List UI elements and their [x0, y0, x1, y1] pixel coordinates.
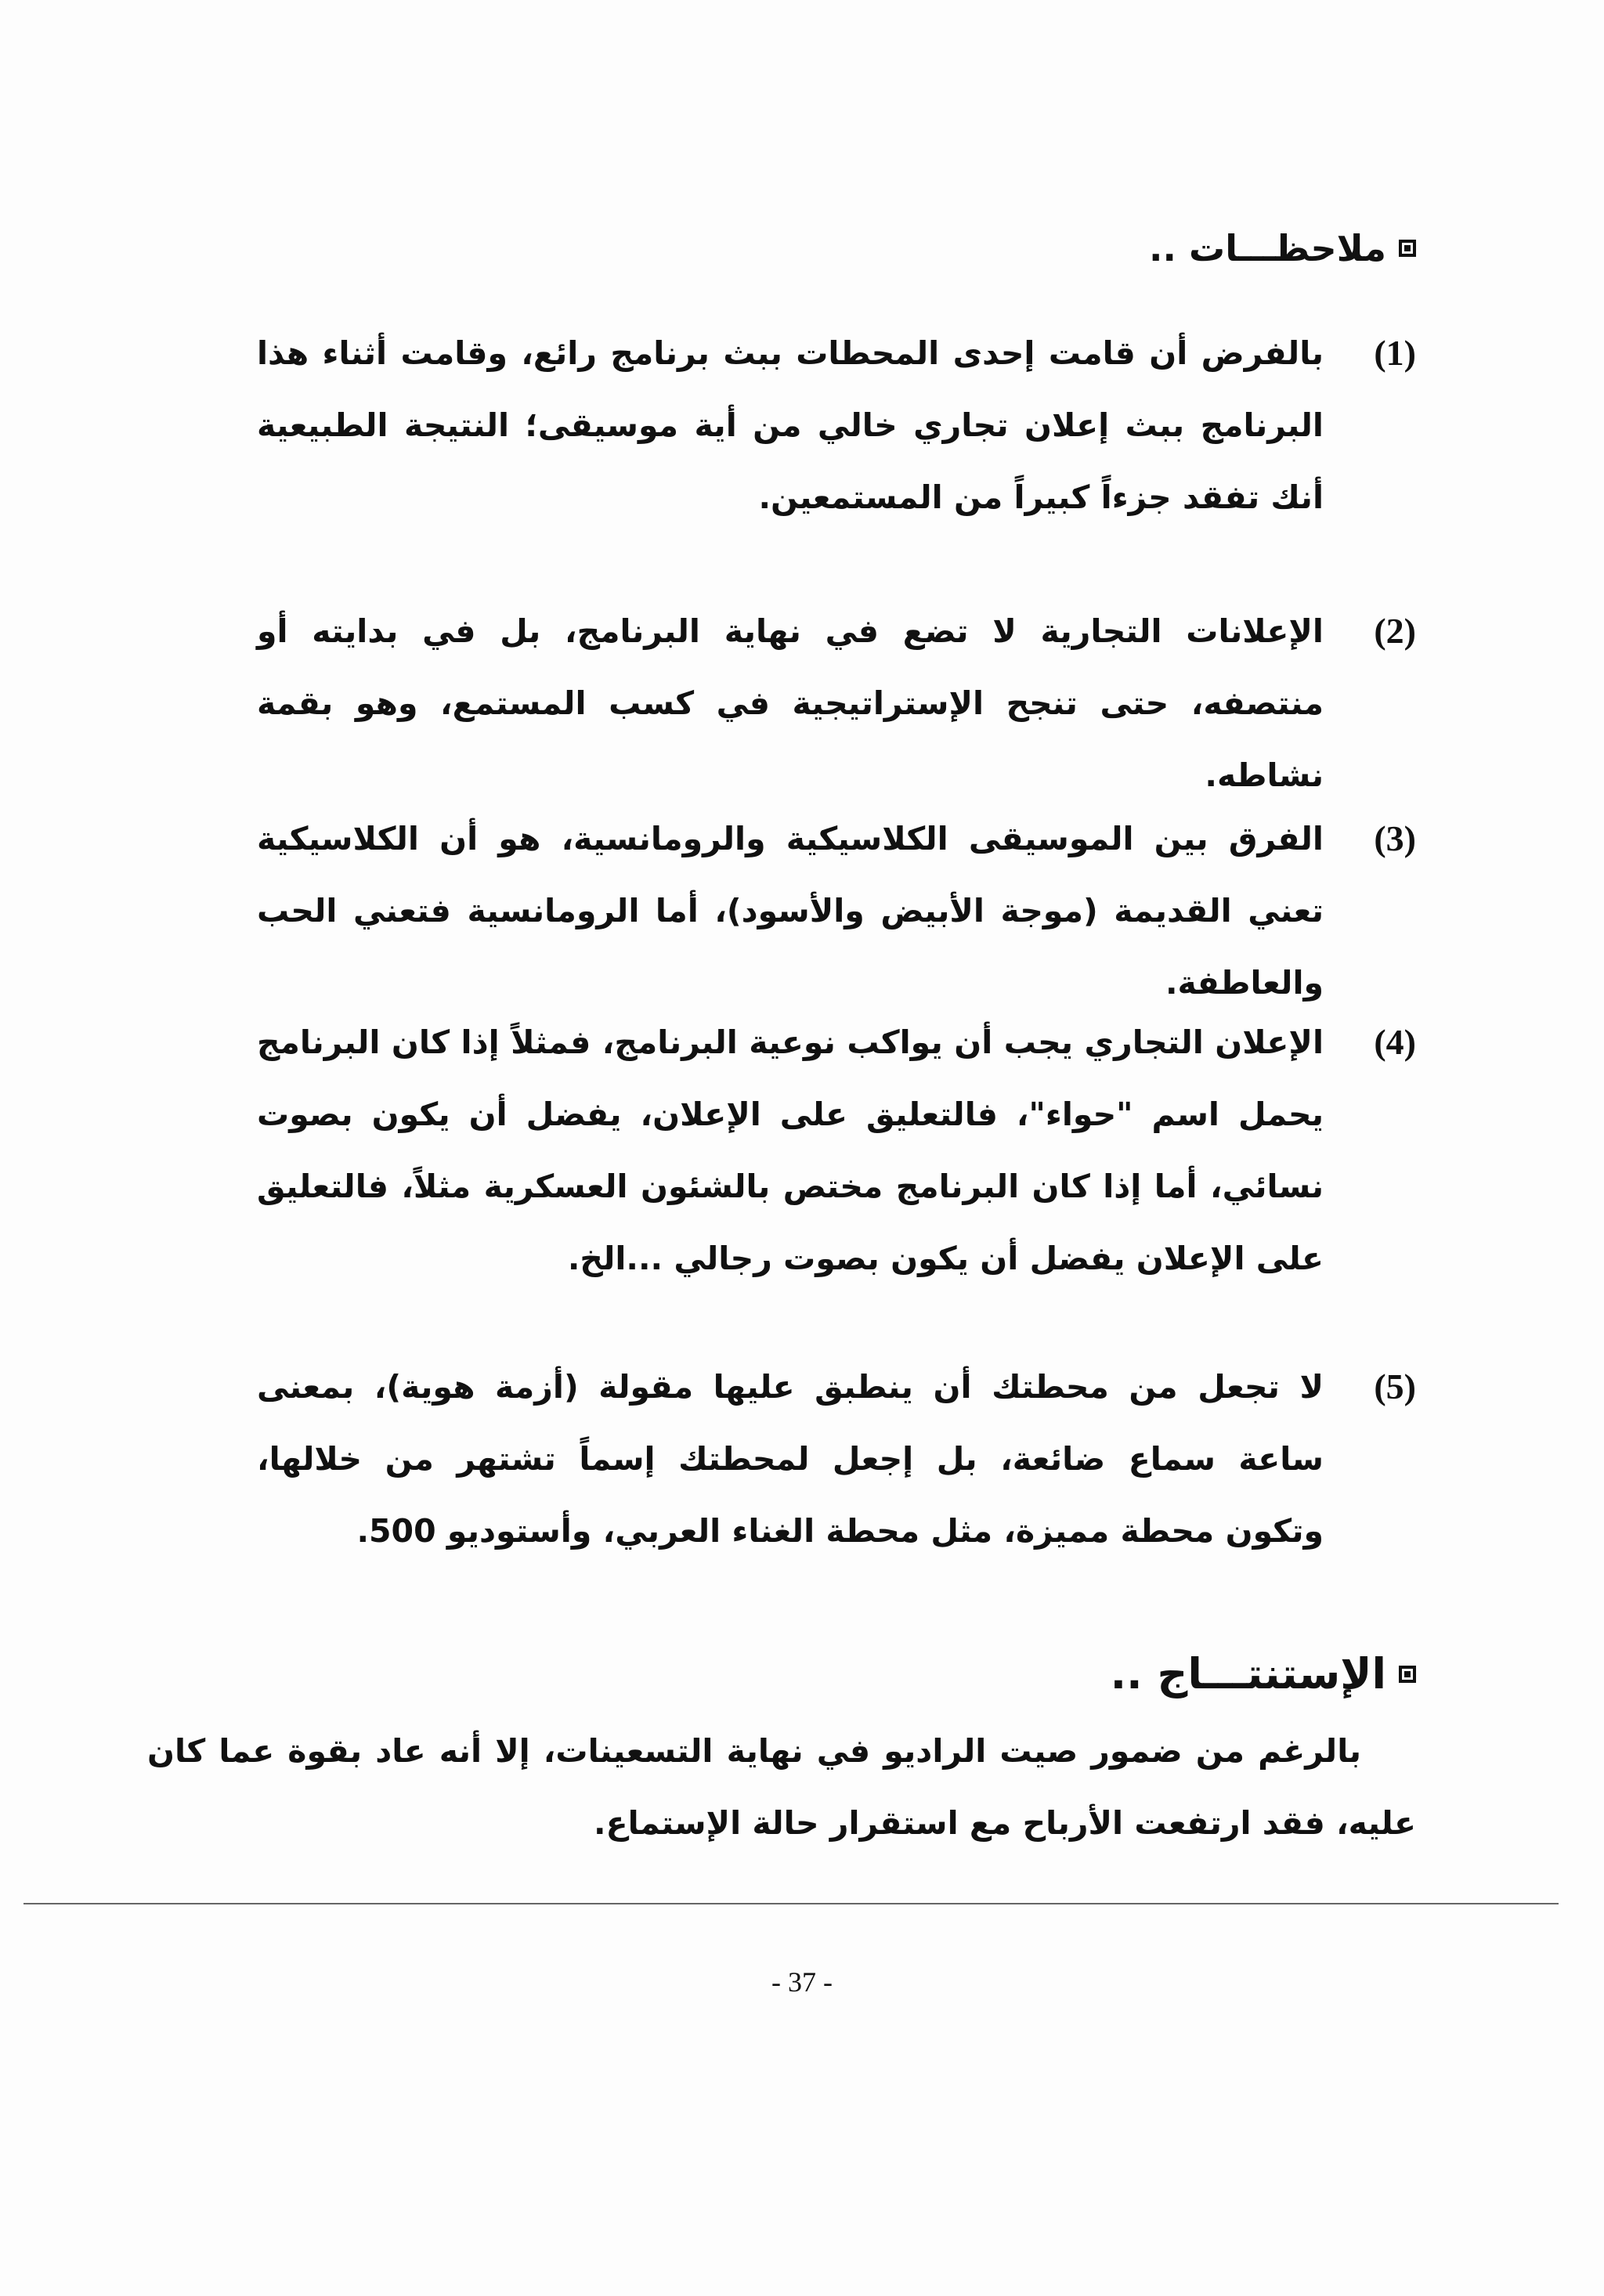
square-bullet-icon	[1399, 240, 1416, 257]
conclusion-heading-text: الإستنتـــاج ..	[1110, 1649, 1386, 1699]
page-number: - 37 -	[771, 1966, 833, 1998]
note-text: الفرق بين الموسيقى الكلاسيكية والرومانسية، هو أن الكلاسيكية تعني القديمة (موجة الأبيض والأسود)، أما الرومانسية فتعني الحب والعاطفة.	[257, 820, 1324, 1002]
note-number: (2)	[1374, 611, 1416, 651]
note-text: الإعلانات التجارية لا تضع في نهاية البرنامج، بل في بدايته أو منتصفه، حتى تنجح الإستراتيجية في كسب المستمع، وهو بقمة نشاطه.	[257, 612, 1324, 794]
note-item	[257, 595, 1416, 811]
notes-heading-text: ملاحظـــات ..	[1149, 227, 1386, 269]
note-number: (5)	[1374, 1366, 1416, 1406]
note-text: الإعلان التجاري يجب أن يواكب نوعية البرنامج، فمثلاً إذا كان البرنامج يحمل اسم "حواء"، فالتعليق على الإعلان، يفضل أن يكون بصوت نسائي، أما إذا كان البرنامج مختص بالشئون العسكرية مثلاً، فالتعليق على الإعلان يفضل أن يكون بصوت رجالي ...الخ.	[257, 1023, 1324, 1277]
note-number: (3)	[1374, 818, 1416, 858]
conclusion-paragraph: بالرغم من ضمور صيت الراديو في نهاية التسعينات، إلا أنه عاد بقوة عما كان عليه، فقد ارتفعت الأرباح مع استقرار حالة الإستماع.	[147, 1732, 1416, 1842]
conclusion-heading	[1111, 1649, 1416, 1699]
square-bullet-icon	[1399, 1666, 1416, 1683]
note-text: لا تجعل من محطتك أن ينطبق عليها مقولة (أزمة هوية)، بمعنى ساعة سماع ضائعة، بل إجعل لمحطتك إسماً تشتهر من خلالها، وتكون محطة مميزة، مثل محطة الغناء العربي، وأستوديو 500.	[257, 1368, 1324, 1550]
note-number: (1)	[1374, 333, 1416, 373]
note-item	[257, 1006, 1416, 1294]
footer-divider	[23, 1903, 1559, 1904]
note-number: (4)	[1374, 1022, 1416, 1062]
notes-heading	[1149, 227, 1416, 269]
note-text: بالفرض أن قامت إحدى المحطات ببث برنامج رائع، وقامت أثناء هذا البرنامج ببث إعلان تجاري خالي من أية موسيقى؛ النتيجة الطبيعية أنك تفقد جزءاً كبيراً من المستمعين.	[257, 334, 1324, 516]
note-item	[257, 317, 1416, 533]
note-item	[257, 1351, 1416, 1567]
note-item	[257, 803, 1416, 1019]
